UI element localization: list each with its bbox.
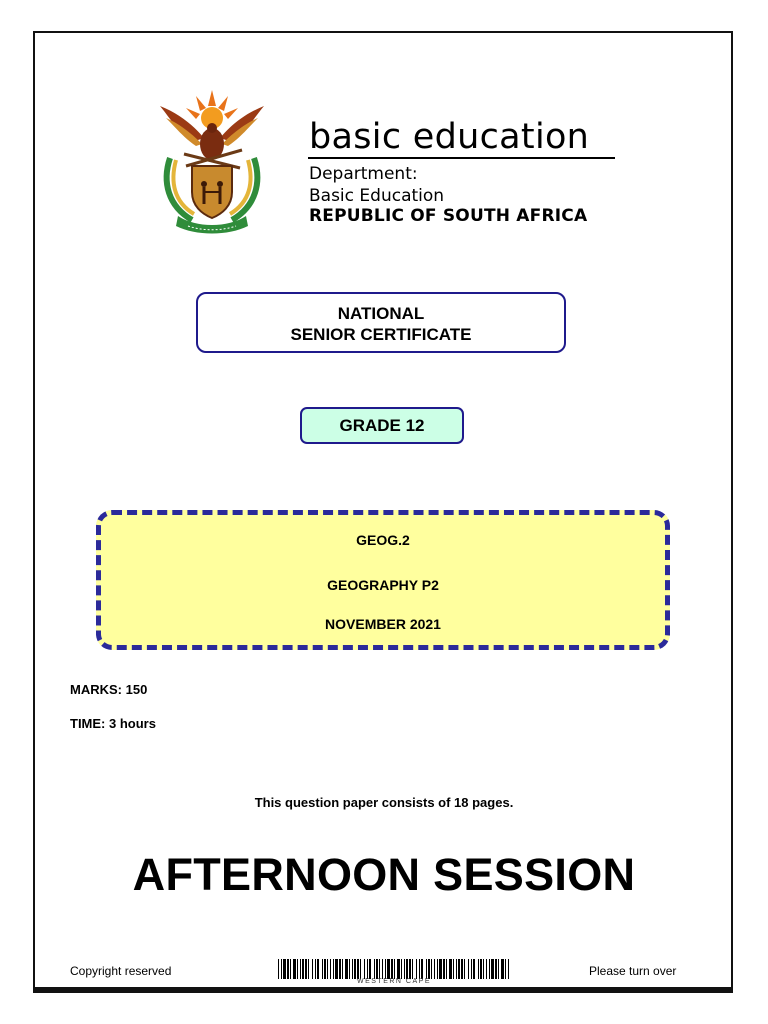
pages-note: This question paper consists of 18 pages. xyxy=(254,795,514,810)
session-title: AFTERNOON SESSION xyxy=(132,849,636,900)
barcode-bar xyxy=(456,959,457,979)
barcode-bar xyxy=(397,959,400,979)
barcode-bar xyxy=(357,959,359,979)
subject-code: GEOG.2 xyxy=(356,532,410,548)
barcode-bar xyxy=(360,959,361,979)
barcode-bar xyxy=(401,959,402,979)
barcode-bar xyxy=(412,959,413,979)
certificate-line-2: SENIOR CERTIFICATE xyxy=(290,325,472,344)
barcode-bar xyxy=(480,959,482,979)
barcode-bar xyxy=(345,959,348,979)
barcode-bar xyxy=(428,959,430,979)
barcode-bar xyxy=(287,959,289,979)
barcode-bar xyxy=(478,959,479,979)
barcode-bar xyxy=(489,959,490,979)
barcode-bar xyxy=(290,959,291,979)
barcode-bar xyxy=(473,959,475,979)
barcode-bar xyxy=(505,959,506,979)
barcode-bar xyxy=(327,959,328,979)
barcode-bar xyxy=(449,959,452,979)
barcode-bar xyxy=(431,959,432,979)
barcode-bar xyxy=(419,959,420,979)
barcode-bar xyxy=(367,959,368,979)
barcode-bar xyxy=(335,959,338,979)
barcode xyxy=(278,959,510,979)
barcode-bar xyxy=(453,959,454,979)
barcode-bar xyxy=(300,959,301,979)
barcode-bar xyxy=(297,959,298,979)
barcode-bar xyxy=(376,959,378,979)
marks-label: MARKS: 150 xyxy=(70,682,148,697)
brand-rule xyxy=(308,157,615,159)
barcode-bar xyxy=(439,959,442,979)
barcode-bar xyxy=(471,959,472,979)
barcode-bar xyxy=(352,959,353,979)
barcode-bar xyxy=(374,959,375,979)
barcode-bar xyxy=(283,959,286,979)
barcode-bar xyxy=(317,959,319,979)
barcode-bar xyxy=(391,959,393,979)
barcode-bar xyxy=(458,959,460,979)
barcode-bar xyxy=(404,959,405,979)
barcode-bar xyxy=(354,959,356,979)
time-label: TIME: 3 hours xyxy=(70,716,156,731)
barcode-bar xyxy=(305,959,307,979)
barcode-bar xyxy=(437,959,438,979)
barcode-bar xyxy=(443,959,445,979)
barcode-bar xyxy=(369,959,371,979)
department-name: Basic Education xyxy=(309,186,445,206)
barcode-bar xyxy=(491,959,494,979)
subject-box xyxy=(96,510,670,650)
barcode-bar xyxy=(308,959,309,979)
barcode-bar xyxy=(406,959,408,979)
barcode-bar xyxy=(333,959,334,979)
barcode-bar xyxy=(379,959,380,979)
barcode-bar xyxy=(387,959,390,979)
copyright-note: Copyright reserved xyxy=(70,964,172,978)
brand-title: basic education xyxy=(309,117,590,157)
turn-over-note: Please turn over xyxy=(589,964,677,978)
barcode-bar xyxy=(281,959,282,979)
barcode-bar xyxy=(501,959,504,979)
barcode-bar xyxy=(315,959,316,979)
barcode-bar xyxy=(446,959,447,979)
barcode-bar xyxy=(421,959,423,979)
grade-box: GRADE 12 xyxy=(300,407,464,444)
barcode-bar xyxy=(302,959,304,979)
coat-of-arms-icon xyxy=(152,88,272,236)
certificate-box xyxy=(196,292,566,353)
barcode-caption: WESTERN CAPE xyxy=(356,978,431,985)
certificate-line-1: NATIONAL xyxy=(337,304,425,323)
barcode-bar xyxy=(409,959,411,979)
barcode-bar xyxy=(342,959,343,979)
barcode-bar xyxy=(324,959,326,979)
barcode-bar xyxy=(461,959,463,979)
barcode-bar xyxy=(483,959,484,979)
barcode-bar xyxy=(278,959,279,979)
barcode-bar xyxy=(382,959,383,979)
barcode-bar xyxy=(293,959,296,979)
department-label: Department: xyxy=(309,164,418,184)
country-name: REPUBLIC OF SOUTH AFRICA xyxy=(309,206,588,226)
barcode-bar xyxy=(385,959,386,979)
subject-name: GEOGRAPHY P2 xyxy=(327,577,439,593)
barcode-bar xyxy=(322,959,323,979)
barcode-bar xyxy=(426,959,427,979)
barcode-bar xyxy=(364,959,365,979)
barcode-bar xyxy=(434,959,435,979)
barcode-bar xyxy=(486,959,487,979)
exam-date: NOVEMBER 2021 xyxy=(325,616,441,632)
barcode-bar xyxy=(312,959,313,979)
barcode-bar xyxy=(339,959,341,979)
barcode-bar xyxy=(464,959,465,979)
barcode-bar xyxy=(330,959,331,979)
barcode-bar xyxy=(468,959,469,979)
barcode-bar xyxy=(416,959,417,979)
barcode-bar xyxy=(495,959,497,979)
barcode-bar xyxy=(349,959,350,979)
barcode-bar xyxy=(394,959,395,979)
barcode-bar xyxy=(508,959,509,979)
barcode-bar xyxy=(498,959,499,979)
